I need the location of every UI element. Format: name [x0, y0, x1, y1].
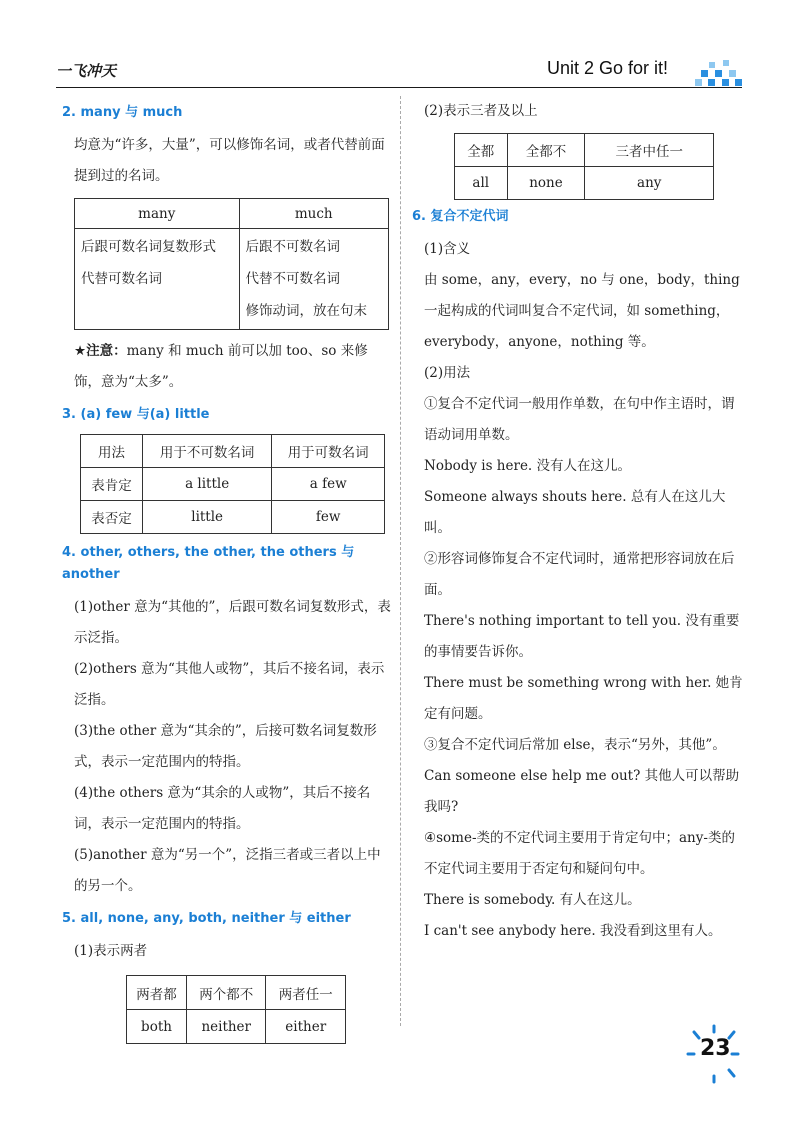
two-items-table: [126, 975, 346, 1044]
example-line: There's nothing important to tell you. 没有重要的事情要告诉你。: [424, 613, 740, 660]
section-2-heading: 2. many 与 much: [62, 105, 183, 120]
unit-title: Unit 2 Go for it!: [547, 58, 669, 78]
example-line: There is somebody. 有人在这儿。: [424, 892, 641, 908]
table-header: 全都不: [507, 134, 585, 167]
table-cell-line: 代替不可数名词: [245, 271, 340, 287]
many-much-table: [74, 198, 389, 330]
section-5-sub2: (2)表示三者及以上: [424, 103, 538, 119]
list-item: (4)the others 意为“其余的人或物”，其后不接名词，表示一定范围内的特指。: [74, 785, 371, 832]
usage-line: ②形容词修饰复合不定代词时，通常把形容词放在后面。: [424, 551, 735, 598]
table-cell: little: [142, 501, 271, 534]
section-3-heading: 3. (a) few 与(a) little: [62, 407, 210, 422]
table-cell-line: 后跟不可数名词: [245, 239, 340, 255]
table-header: much: [239, 199, 389, 229]
table-header: 用法: [81, 435, 143, 468]
table-cell: none: [507, 167, 585, 200]
table-cell: all: [455, 167, 508, 200]
header-rule: [56, 87, 742, 88]
table-cell: 表肯定: [81, 468, 143, 501]
table-header: 两者都: [127, 976, 187, 1010]
section-6-sub2: (2)用法: [424, 365, 471, 381]
list-item: (3)the other 意为“其余的”，后接可数名词复数形式，表示一定范围内的特指。: [74, 723, 377, 770]
table-header: 全都: [455, 134, 508, 167]
table-cell: a little: [142, 468, 271, 501]
example-line: Nobody is here. 没有人在这儿。: [424, 458, 632, 474]
left-column: [62, 96, 392, 1052]
table-header: 三者中任一: [585, 134, 714, 167]
example-line: Can someone else help me out? 其他人可以帮助我吗?: [424, 768, 740, 815]
table-cell: neither: [186, 1010, 266, 1044]
note: [62, 336, 392, 398]
section-5-heading: 5. all, none, any, both, neither 与 either: [62, 911, 351, 926]
section-6-description: 由 some，any，every，no 与 one，body，thing 一起构成的代词叫复合不定代词，如 something，everybody，anyone，nothing 等。: [424, 272, 740, 350]
table-cell-line: 后跟可数名词复数形式: [81, 239, 216, 255]
section-4-heading: 4. other, others, the other, the others 与 another: [62, 545, 355, 582]
table-header: many: [75, 199, 240, 229]
table-cell: either: [266, 1010, 346, 1044]
example-line: I can't see anybody here. 我没看到这里有人。: [424, 923, 722, 939]
usage-line: ④some-类的不定代词主要用于肯定句中；any-类的不定代词主要用于否定句和疑问句中。: [424, 830, 735, 877]
section-6-heading: 6. 复合不定代词: [412, 209, 509, 224]
table-cell: both: [127, 1010, 187, 1044]
example-line: Someone always shouts here. 总有人在这儿大叫。: [424, 489, 726, 536]
column-divider: [400, 96, 401, 1026]
series-logo: 一飞冲天: [56, 62, 117, 80]
right-column: [412, 96, 744, 947]
section-6-sub1: (1)含义: [424, 241, 471, 257]
page-number: 23: [700, 1036, 731, 1061]
example-line: There must be something wrong with her. 她肯定有问题。: [424, 675, 743, 722]
section-2-description: 均意为“许多，大量”，可以修饰名词，或者代替前面提到过的名词。: [74, 137, 385, 184]
page-header: [0, 0, 800, 92]
table-cell-line: 代替可数名词: [81, 271, 162, 287]
three-items-table: [454, 133, 714, 200]
checker-decoration-icon: [695, 60, 743, 88]
section-5-sub1: (1)表示两者: [74, 943, 148, 959]
table-cell: any: [585, 167, 714, 200]
table-header: 两者任一: [266, 976, 346, 1010]
table-header: 用于不可数名词: [142, 435, 271, 468]
usage-line: ①复合不定代词一般用作单数，在句中作主语时，谓语动词用单数。: [424, 396, 735, 443]
list-item: (2)others 意为“其他人或物”，其后不接名词，表示泛指。: [74, 661, 385, 708]
table-header: 用于可数名词: [272, 435, 385, 468]
table-cell-line: 修饰动词，放在句末: [245, 303, 367, 319]
usage-line: ③复合不定代词后常加 else，表示“另外，其他”。: [424, 737, 726, 753]
table-header: 两个都不: [186, 976, 266, 1010]
list-item: (5)another 意为“另一个”，泛指三者或三者以上中的另一个。: [74, 847, 381, 894]
table-cell: few: [272, 501, 385, 534]
list-item: (1)other 意为“其他的”，后跟可数名词复数形式，表示泛指。: [74, 599, 391, 646]
table-cell: [239, 229, 389, 330]
note-text: many 和 much 前可以加 too、so 来修饰，意为“太多”。: [74, 343, 368, 390]
few-little-table: [80, 434, 385, 534]
table-cell: [75, 229, 240, 330]
table-cell: a few: [272, 468, 385, 501]
note-label: ★注意：: [74, 343, 127, 359]
table-cell: 表否定: [81, 501, 143, 534]
